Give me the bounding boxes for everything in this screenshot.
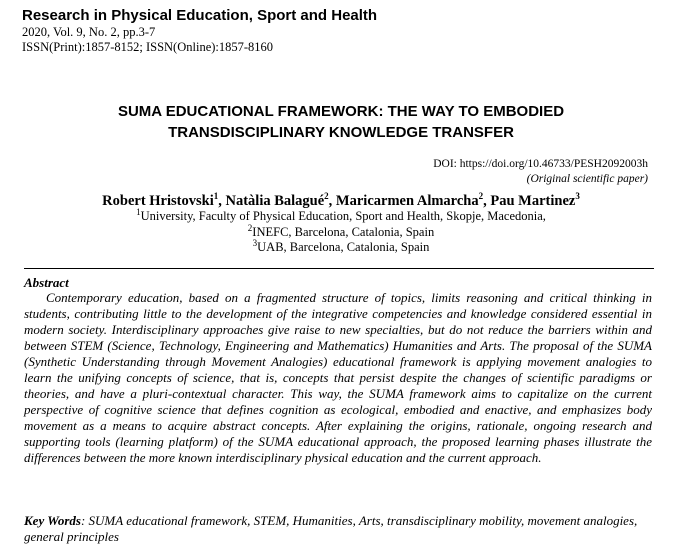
abstract-heading: Abstract — [24, 275, 69, 290]
affiliation: $^1$University, Faculty of Physical Education, Sport and Health, Skopje, Macedonia, — [136, 206, 546, 223]
abstract-body: Contemporary education, based on a fragmented structure of topics, limits reasoning and critical thinking in students, contributing little to the development of the integrative competencies and knowledge considered essential in modern society. Interdisciplinary approaches give raise to new specialties, but do not reduce the barriers within and between STEM (Science, Technology, Engineering and Mathematics) Humanities and Arts. The proposal of the SUMA (Synthetic Understanding through Movement Analogies) educational framework is applying movement analogies to learn the unifying concepts of science, that is, concepts that persist despite the changes of scientific paradigms or theories, and have a pluri-contextual character. This way, the SUMA framework aims to capitalize on the current perspective of cognitive science that defines cognition as ecological, embodied and enactive, and emphasizes body movement as a means to acquire abstract concepts. After explaining the origins, rationale, ongoing research and supporting tools (learning platform) of the SUMA educational approach, the proposed learning phases illustrate the differences between the more known interdisciplinary physical education and the current approach. — [24, 290, 652, 465]
author: Natàlia Balagué$^2$, — [225, 191, 336, 209]
journal-issn: ISSN(Print):1857-8152; ISSN(Online):1857-8160 — [22, 40, 274, 54]
affiliation: $^2$INEFC, Barcelona, Catalonia, Spain — [247, 222, 435, 239]
abstract-section — [24, 275, 652, 466]
doi-block — [433, 157, 648, 187]
author: Pau Martinez$^3$ — [490, 191, 580, 209]
keywords-label: Key Words — [24, 513, 81, 528]
paper-type: (Original scientific paper) — [526, 173, 648, 185]
author: Robert Hristovski$^1$, — [102, 191, 226, 209]
author-list — [22, 192, 660, 210]
author: Maricarmen Almarcha$^2$, — [335, 191, 491, 209]
keywords-text: : SUMA educational framework, STEM, Humanities, Arts, transdisciplinary mobility, movement analogies, general principles — [24, 513, 638, 544]
paper-title-line-2: TRANSDISCIPLINARY KNOWLEDGE TRANSFER — [168, 124, 514, 141]
affiliation: $^3$UAB, Barcelona, Catalonia, Spain — [252, 237, 430, 254]
section-divider — [24, 268, 654, 269]
journal-title: Research in Physical Education, Sport and Health — [22, 7, 378, 24]
keywords — [24, 513, 652, 545]
doi-link[interactable]: DOI: https://doi.org/10.46733/PESH2092003h — [433, 158, 648, 170]
journal-issue: 2020, Vol. 9, No. 2, pp.3-7 — [22, 25, 156, 39]
paper-title-line-1: SUMA EDUCATIONAL FRAMEWORK: THE WAY TO EMBODIED — [117, 103, 565, 120]
journal-header — [22, 6, 377, 55]
paper-title — [22, 101, 660, 143]
affiliation-list — [22, 206, 660, 256]
